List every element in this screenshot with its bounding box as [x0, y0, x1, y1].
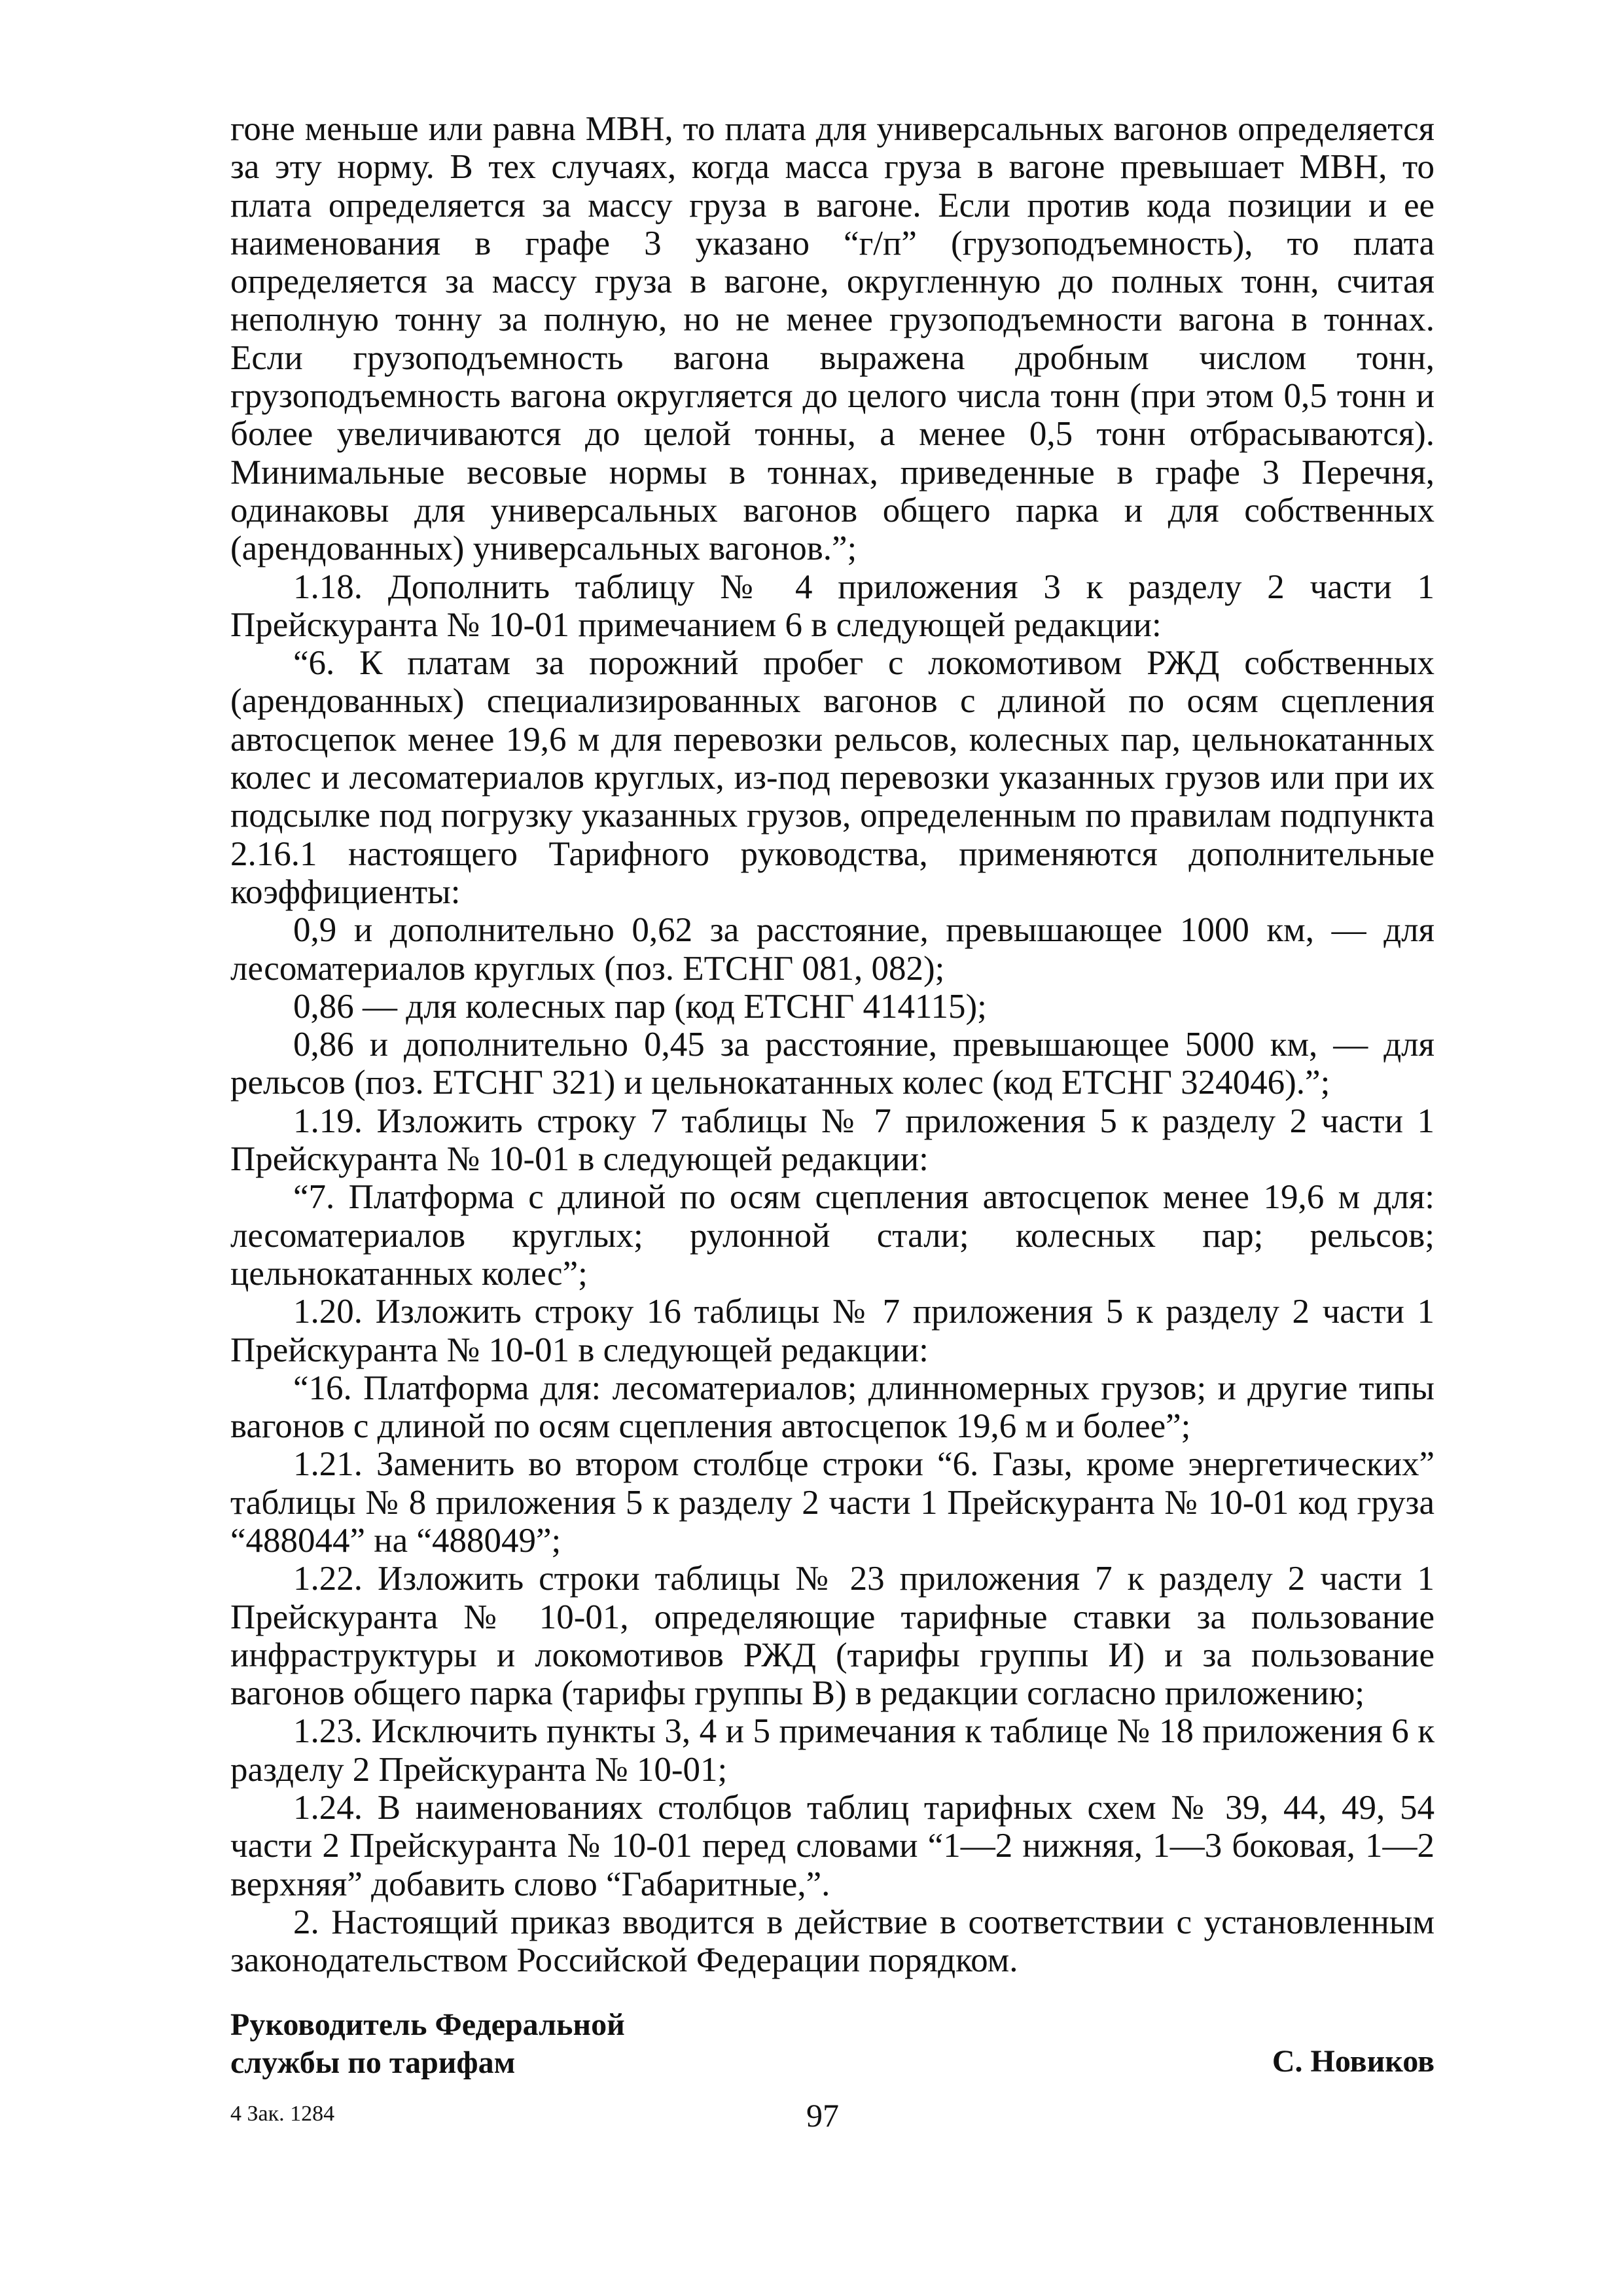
signatory-position-line1: Руководитель Федеральной — [230, 2007, 625, 2042]
signature-block — [230, 2006, 1435, 2082]
paragraph-1-21: 1.21. Заменить во втором столбце строки “6. Газы, кроме энергетических” таблицы № 8 приложения 5 к разделу 2 части 1 Прейскуранта № 10-01 код груза “488044” на “488049”; — [230, 1445, 1435, 1560]
page-number: 97 — [806, 2096, 839, 2134]
print-order-number: 4 Зак. 1284 — [230, 2101, 335, 2126]
paragraph-coef-wheelsets: 0,86 — для колесных пар (код ЕТСНГ 414115); — [293, 987, 987, 1026]
paragraph-1-20: 1.20. Изложить строку 16 таблицы № 7 приложения 5 к разделу 2 части 1 Прейскуранта № 10-01 в следующей редакции: — [230, 1293, 1435, 1369]
paragraph-row-16: “16. Платформа для: лесоматериалов; длинномерных грузов; и другие типы вагонов с длиной по осям сцепления автосцепок 19,6 м и более”; — [230, 1369, 1435, 1446]
paragraph-coef-timber: 0,9 и дополнительно 0,62 за расстояние, превышающее 1000 км, — для лесоматериалов круглых (поз. ЕТСНГ 081, 082); — [230, 911, 1435, 988]
paragraph-1-18: 1.18. Дополнить таблицу № 4 приложения 3 к разделу 2 части 1 Прейскуранта № 10-01 примечанием 6 в следующей редакции: — [230, 567, 1435, 644]
body-text — [230, 110, 1435, 1980]
signatory-position-line2: службы по тарифам — [230, 2045, 516, 2080]
paragraph-coef-rails: 0,86 и дополнительно 0,45 за расстояние, превышающее 5000 км, — для рельсов (поз. ЕТСНГ 321) и цельнокатанных колес (код ЕТСНГ 324046).”; — [230, 1026, 1435, 1102]
signatory-position — [230, 2006, 625, 2082]
paragraph-1-24: 1.24. В наименованиях столбцов таблиц тарифных схем № 39, 44, 49, 54 части 2 Прейскуранта № 10-01 перед словами “1—2 нижняя, 1—3 боковая, 1—2 верхняя” добавить слово “Габаритные,”. — [230, 1789, 1435, 1903]
paragraph-1-23: 1.23. Исключить пункты 3, 4 и 5 примечания к таблице № 18 приложения 6 к разделу 2 Прейскуранта № 10-01; — [230, 1712, 1435, 1789]
paragraph-1-19: 1.19. Изложить строку 7 таблицы № 7 приложения 5 к разделу 2 части 1 Прейскуранта № 10-01 в следующей редакции: — [230, 1102, 1435, 1179]
document-page — [230, 110, 1435, 2136]
paragraph-2: 2. Настоящий приказ вводится в действие в соответствии с установленным законодательством Российской Федерации порядком. — [230, 1903, 1435, 1980]
paragraph-1-22: 1.22. Изложить строки таблицы № 23 приложения 7 к разделу 2 части 1 Прейскуранта № 10-01, определяющие тарифные ставки за пользование инфраструктуры и локомотивов РЖД (тарифы группы И) и за пользование вагонов общего парка (тарифы группы В) в редакции согласно приложению; — [230, 1560, 1435, 1713]
paragraph-continuation: гоне меньше или равна МВН, то плата для универсальных вагонов определяется за эту норму. В тех случаях, когда масса груза в вагоне превышает МВН, то плата определяется за массу груза в вагоне. Если против кода позиции и ее наименования в графе 3 указано “г/п” (грузоподъемность), то плата определяется за массу груза в вагоне, округленную до полных тонн, считая неполную тонну за полную, но не менее грузоподъемности вагона в тоннах. Если грузоподъемность вагона выражена дробным числом тонн, грузоподъемность вагона округляется до целого числа тонн (при этом 0,5 тонн и более увеличиваются до целой тонны, а менее 0,5 тонн отбрасываются). Минимальные весовые нормы в тоннах, приведенные в графе 3 Перечня, одинаковы для универсальных вагонов общего парка и для собственных (арендованных) универсальных вагонов.”; — [230, 110, 1435, 568]
paragraph-row-7: “7. Платформа с длиной по осям сцепления автосцепок менее 19,6 м для: лесоматериалов круглых; рулонной стали; колесных пар; рельсов; цельнокатанных колес”; — [230, 1178, 1435, 1293]
page-footer — [230, 2096, 1435, 2136]
paragraph-note-6: “6. К платам за порожний пробег с локомотивом РЖД собственных (арендованных) специализированных вагонов с длиной по осям сцепления автосцепок менее 19,6 м для перевозки рельсов, колесных пар, цельнокатанных колес и лесоматериалов круглых, из-под перевозки указанных грузов или при их подсылке под погрузку указанных грузов, определенным по правилам подпункта 2.16.1 настоящего Тарифного руководства, применяются дополнительные коэффициенты: — [230, 644, 1435, 911]
signatory-name: С. Новиков — [1272, 2043, 1435, 2079]
